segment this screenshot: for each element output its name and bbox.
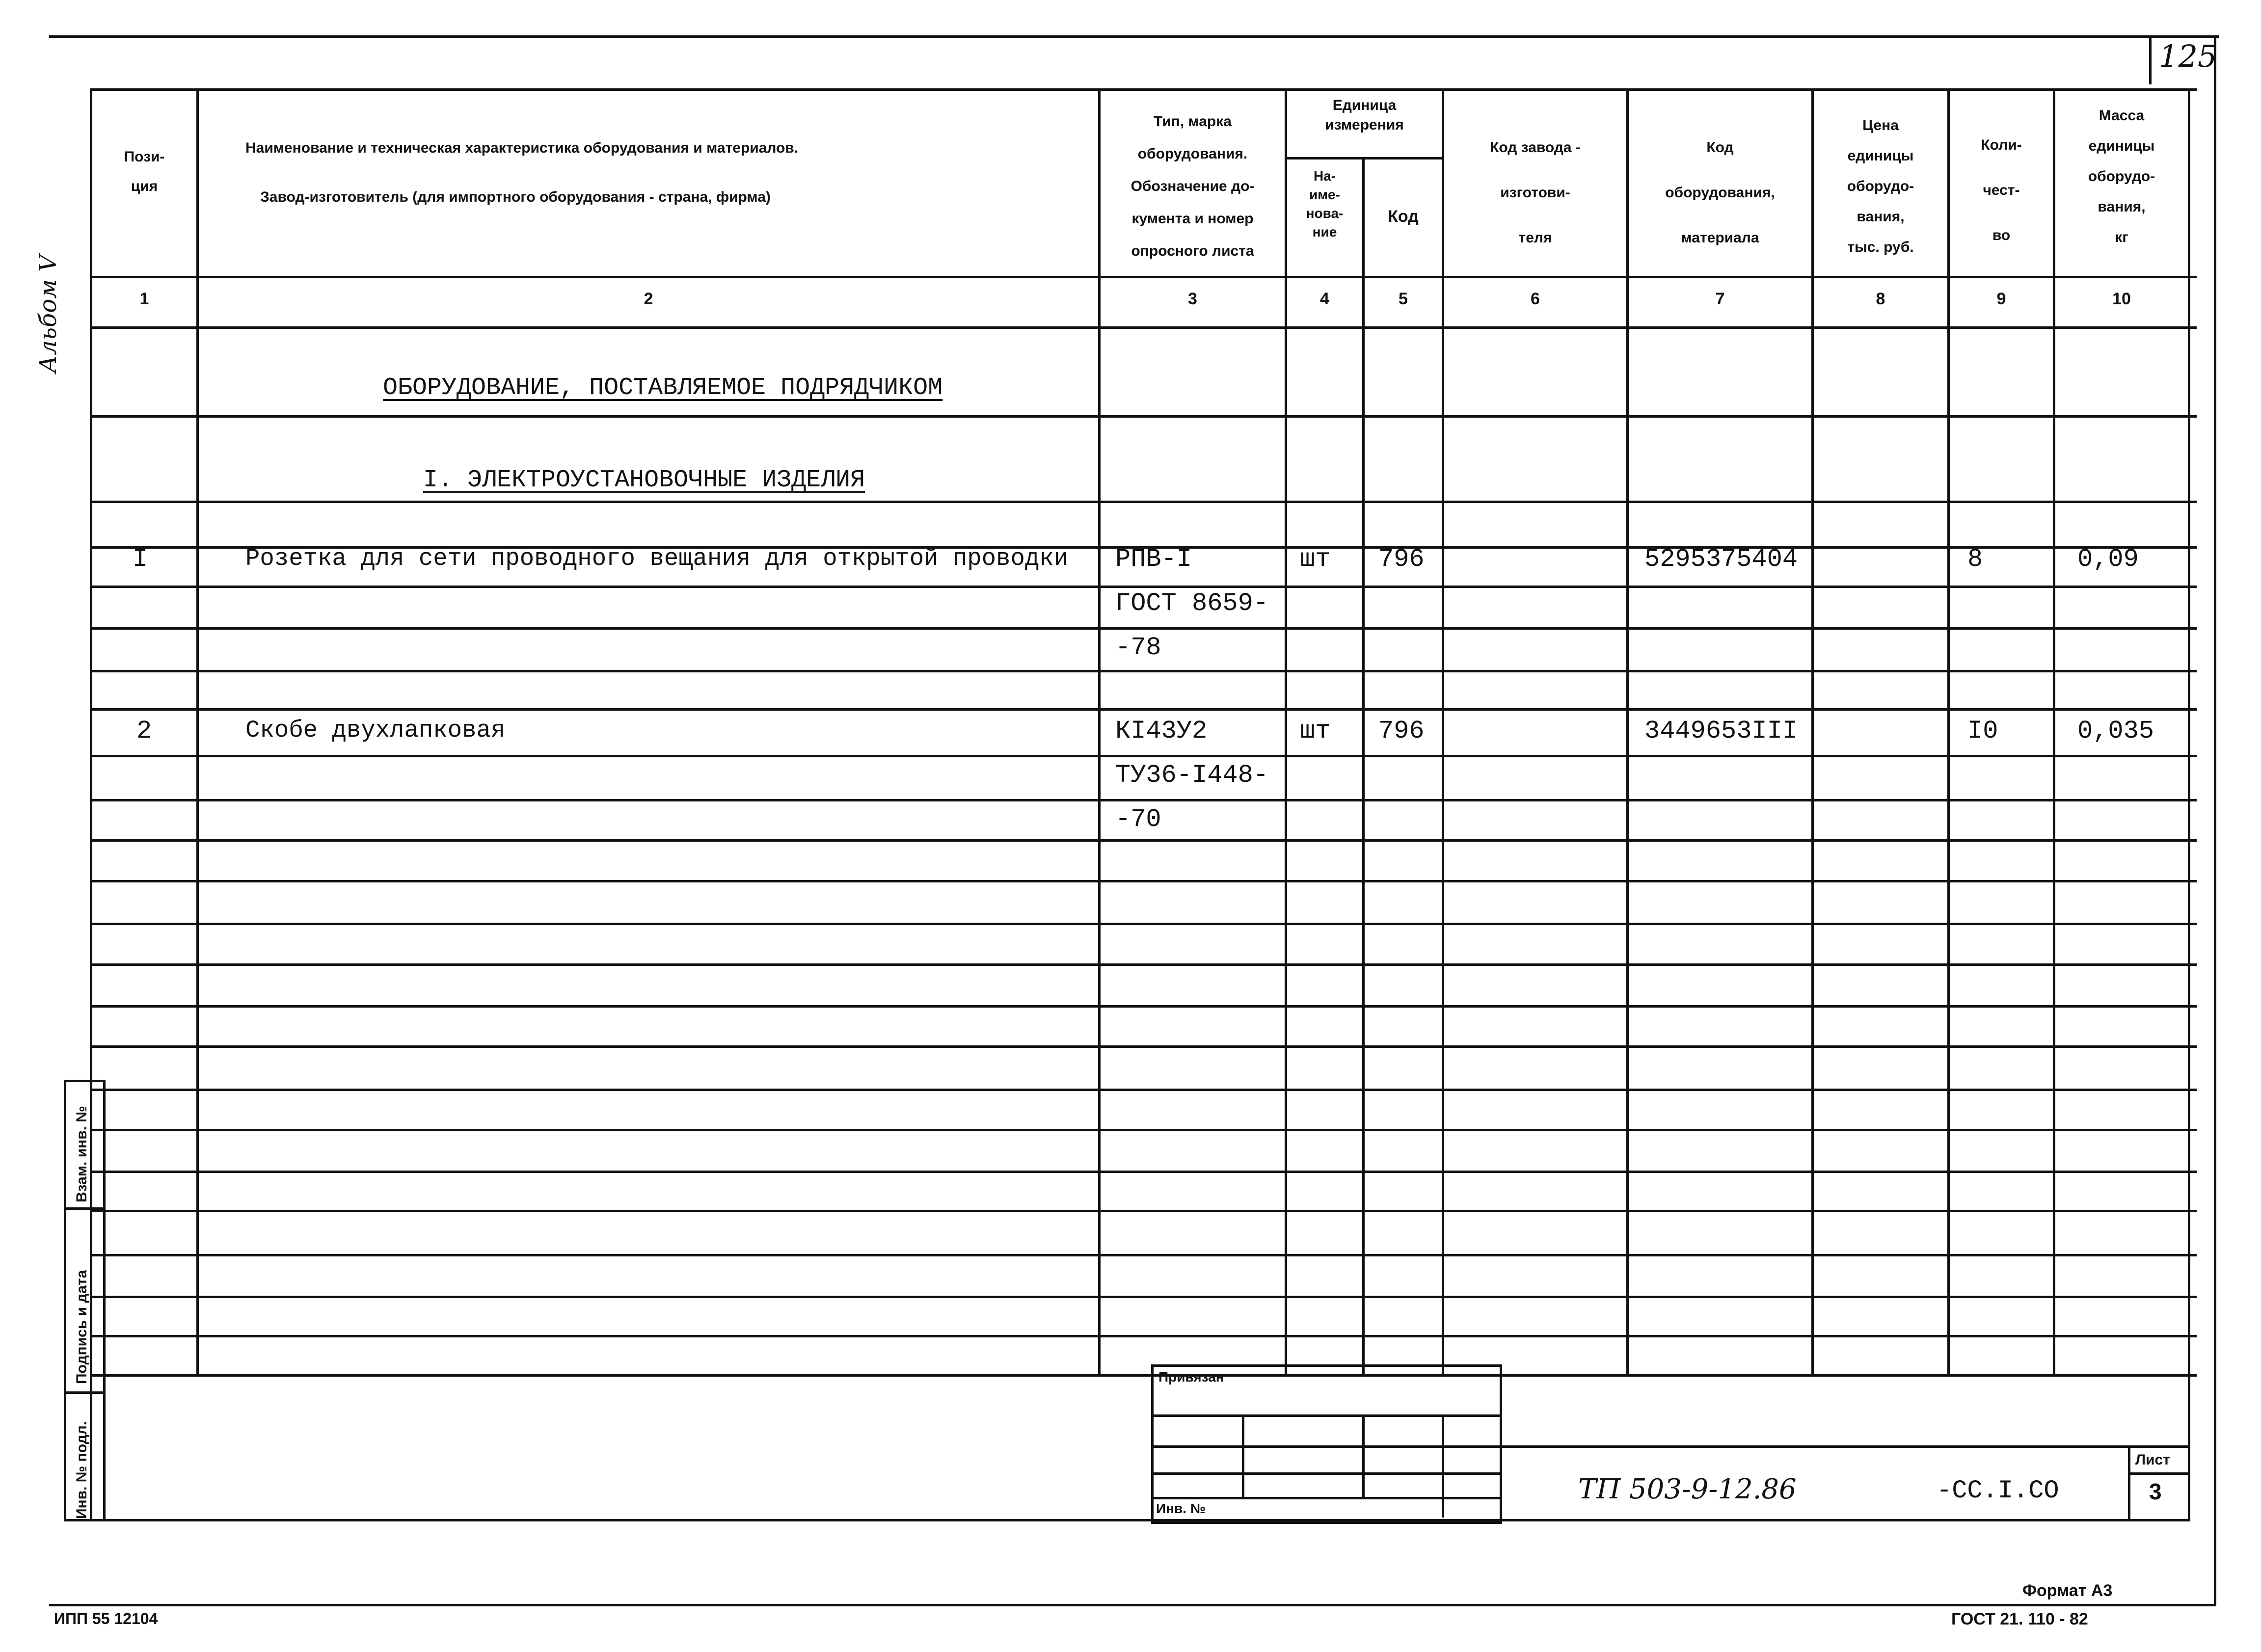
col-number-7: 7: [1715, 290, 1725, 308]
stamp-list-label: Лист: [2135, 1452, 2170, 1468]
row-unit: шт: [1300, 545, 1331, 574]
footer-gost: ГОСТ 21. 110 - 82: [1951, 1610, 2088, 1628]
stamp-list-number: 3: [2149, 1479, 2162, 1504]
side-label-inv: Инв. № подл.: [74, 1421, 90, 1519]
header-name-line1: Наименование и техническая характеристика оборудования и материалов.: [245, 140, 799, 156]
col-number-3: 3: [1188, 290, 1197, 308]
footer-left: ИПП 55 12104: [54, 1610, 158, 1627]
row-mass: 0,09: [2077, 545, 2139, 574]
stamp-inv-no: Инв. №: [1156, 1501, 1206, 1516]
col-number-6: 6: [1531, 290, 1540, 308]
col-number-4: 4: [1320, 290, 1329, 308]
row-name: Скобе двухлапковая: [245, 717, 506, 744]
header-name-line2: Завод-изготовитель (для импортного оборудования - страна, фирма): [260, 189, 771, 205]
header-unit-code: Код: [1388, 207, 1419, 226]
row-equipment-code: 5295375404: [1644, 545, 1798, 574]
row-type-line3: -70: [1115, 805, 1161, 834]
col-number-2: 2: [644, 290, 653, 308]
header-mass: Масса единицы оборудо- вания, кг: [2088, 107, 2155, 245]
row-quantity: 8: [1967, 545, 1983, 574]
col-number-10: 10: [2112, 290, 2131, 308]
row-unit-code: 796: [1378, 545, 1425, 574]
footer-format: Формат А3: [2022, 1581, 2113, 1600]
row-type-line2: ГОСТ 8659-: [1115, 589, 1269, 618]
row-position: I: [133, 545, 148, 574]
header-factory-code: Код завода - изготови- теля: [1490, 139, 1581, 246]
header-equipment-code: Код оборудования, материала: [1665, 139, 1775, 246]
header-type: Тип, марка оборудования. Обозначение до- кумента и номер опросного листа: [1130, 113, 1255, 259]
col-number-8: 8: [1876, 290, 1885, 308]
row-type-line1: РПВ-I: [1115, 545, 1192, 574]
row-mass: 0,035: [2077, 717, 2154, 746]
row-position: 2: [136, 717, 152, 746]
sheet-number: 125: [2159, 38, 2217, 74]
stamp-doc-suffix: -СС.I.СО: [1937, 1476, 2059, 1505]
col-number-1: 1: [139, 290, 149, 308]
section-subtitle: I. ЭЛЕКТРОУСТАНОВОЧНЫЕ ИЗДЕЛИЯ: [423, 466, 865, 494]
row-type-line1: КI43У2: [1115, 717, 1208, 746]
header-unit-group: Единица измерения: [1325, 97, 1404, 133]
row-name: Розетка для сети проводного вещания для открытой проводки: [245, 545, 1069, 572]
row-unit: шт: [1300, 717, 1331, 746]
row-unit-code: 796: [1378, 717, 1425, 746]
row-equipment-code: 3449653III: [1644, 717, 1798, 746]
section-title: ОБОРУДОВАНИЕ, ПОСТАВЛЯЕМОЕ ПОДРЯДЧИКОМ: [383, 374, 943, 402]
header-unit-name: На- име- нова- ние: [1306, 168, 1344, 240]
header-price: Цена единицы оборудо- вания, тыс. руб.: [1847, 117, 1914, 255]
header-quantity-text: Коли- чест- во: [1981, 137, 2022, 243]
row-type-line3: -78: [1115, 633, 1161, 662]
side-label-album: Альбом V: [34, 255, 62, 373]
side-label-vzam: Взам. инв. №: [74, 1106, 90, 1202]
stamp-privyazan: Привязан: [1158, 1369, 1224, 1385]
col-number-5: 5: [1399, 290, 1408, 308]
row-type-line2: ТУ36-I448-: [1115, 761, 1269, 790]
header-position: Пози- ция: [124, 149, 165, 194]
side-label-podpis: Подпись и дата: [74, 1270, 90, 1384]
row-quantity: I0: [1967, 717, 1998, 746]
stamp-doc-code: ТП 503-9-12.86: [1578, 1473, 1797, 1505]
col-number-9: 9: [1996, 290, 2006, 308]
